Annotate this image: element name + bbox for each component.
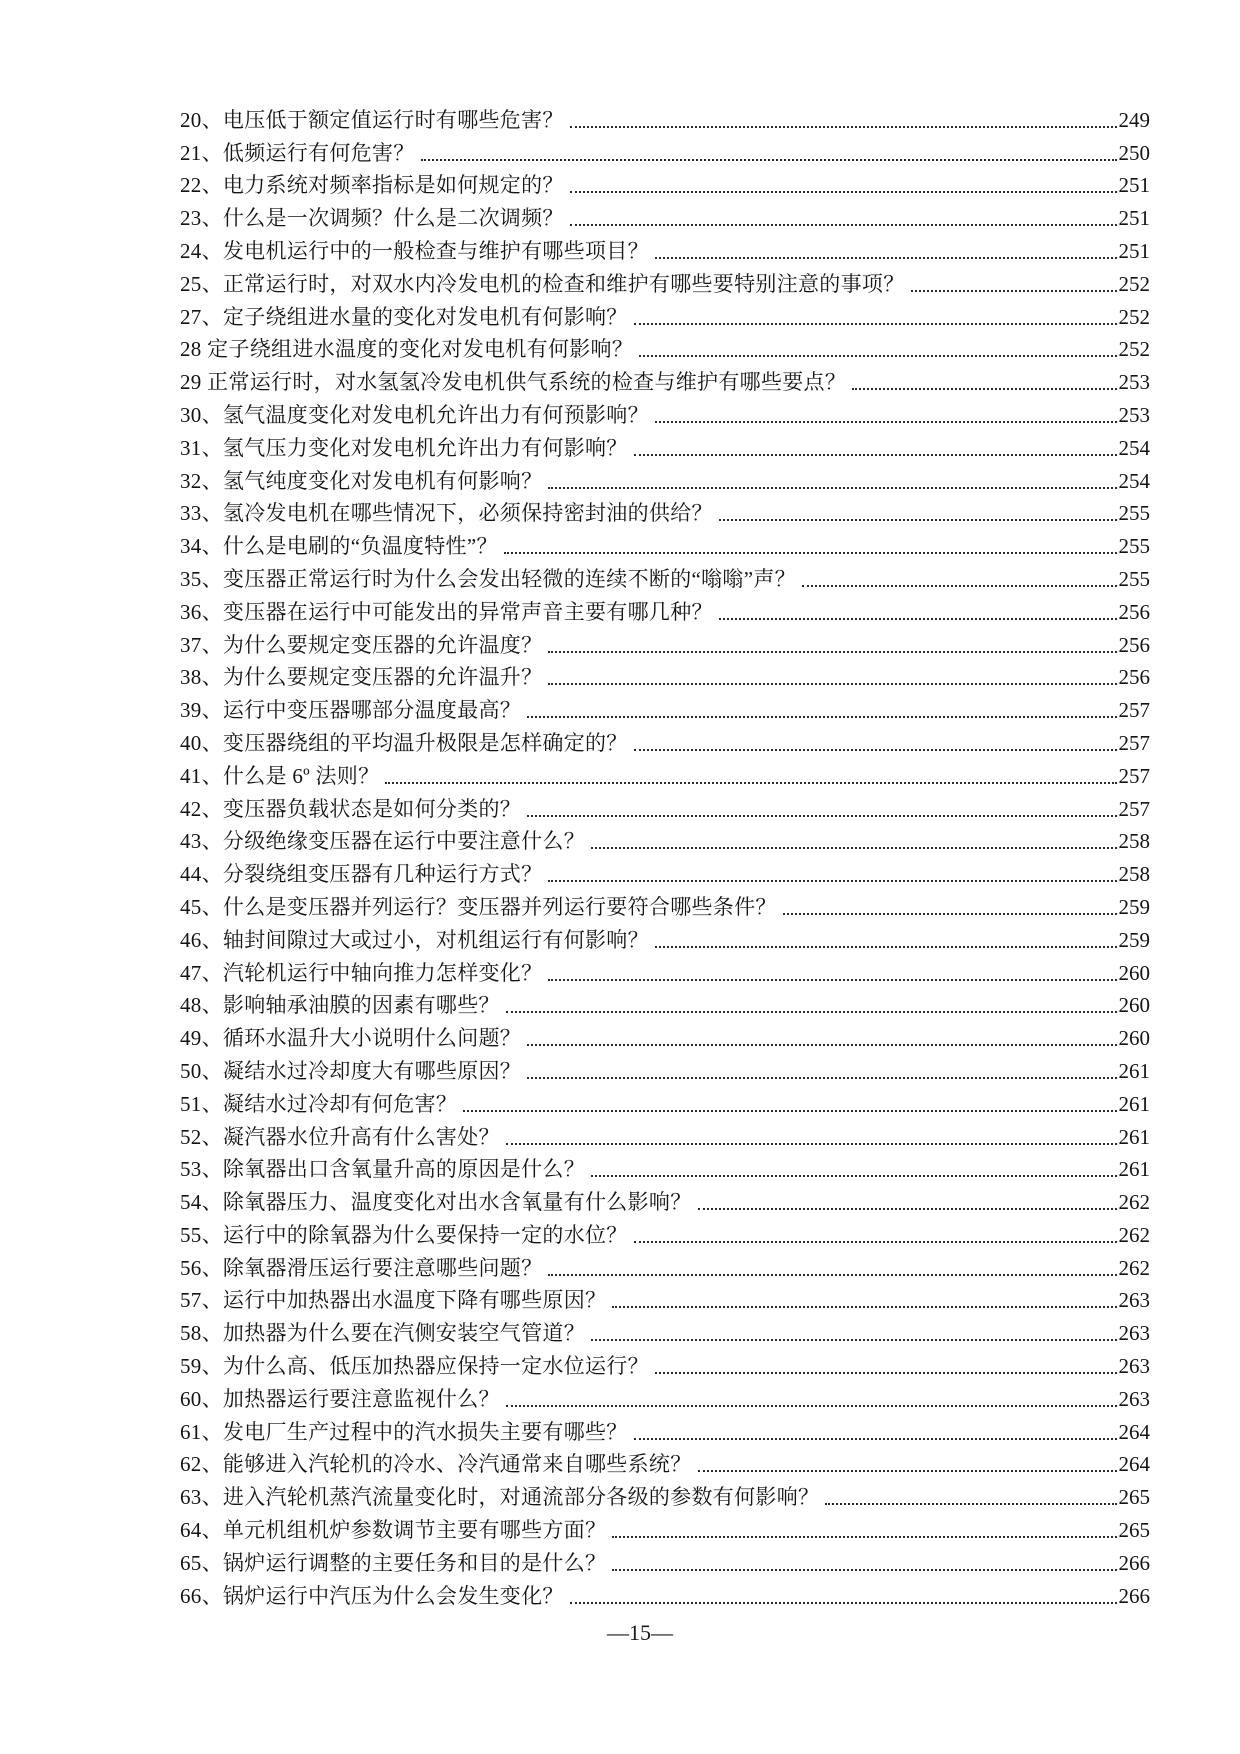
toc-entry	[180, 1479, 1150, 1512]
dot-leader	[548, 979, 1116, 981]
dot-leader	[783, 913, 1117, 915]
toc-entry-page-number: 258	[1118, 862, 1150, 887]
toc-entry-text: 49、循环水温升大小说明什么问题？	[180, 1026, 522, 1051]
toc-entry-text: 41、什么是 6º 法则？	[180, 763, 380, 788]
toc-entry-text: 45、什么是变压器并列运行？变压器并列运行要符合哪些条件？	[180, 894, 777, 919]
page-footer	[180, 1620, 1100, 1646]
toc-entry	[180, 889, 1150, 922]
toc-entry-text: 60、加热器运行要注意监视什么？	[180, 1386, 500, 1411]
dot-leader	[570, 1602, 1117, 1604]
dot-leader	[506, 1405, 1117, 1407]
dot-leader	[591, 847, 1117, 849]
toc-entry	[180, 1020, 1150, 1053]
dot-leader	[634, 749, 1117, 751]
toc-entry	[180, 791, 1150, 824]
toc-entry	[180, 1053, 1150, 1086]
toc-entry-text: 30、氢气温度变化对发电机允许出力有何预影响？	[180, 402, 649, 427]
dot-leader	[634, 1438, 1117, 1440]
toc-entry-page-number: 255	[1118, 566, 1150, 591]
toc-entry	[180, 528, 1150, 561]
toc-entry-page-number: 253	[1118, 370, 1150, 395]
toc-entry	[180, 955, 1150, 988]
toc-entry	[180, 594, 1150, 627]
toc-entry-page-number: 251	[1118, 173, 1150, 198]
toc-entry	[180, 660, 1150, 693]
dot-leader	[655, 946, 1117, 948]
toc-entry	[180, 988, 1150, 1021]
toc-entry-page-number: 251	[1118, 238, 1150, 263]
dot-leader	[612, 1569, 1116, 1571]
toc-list	[180, 102, 1150, 1611]
dot-leader	[634, 323, 1117, 325]
toc-entry	[180, 824, 1150, 857]
toc-entry-page-number: 262	[1118, 1255, 1150, 1280]
dot-leader	[825, 1503, 1116, 1505]
dot-leader	[639, 355, 1116, 357]
toc-entry	[180, 1545, 1150, 1578]
toc-entry-page-number: 261	[1118, 1058, 1150, 1083]
toc-entry-page-number: 250	[1118, 140, 1150, 165]
dot-leader	[548, 683, 1116, 685]
toc-entry	[180, 1184, 1150, 1217]
toc-entry-text: 56、除氧器滑压运行要注意哪些问题？	[180, 1255, 543, 1280]
toc-entry-text: 34、什么是电刷的“负温度特性”？	[180, 534, 498, 559]
toc-entry-text: 38、为什么要规定变压器的允许温升？	[180, 665, 543, 690]
toc-entry-text: 29 正常运行时，对水氢氢冷发电机供气系统的检查与维护有哪些要点？	[180, 370, 847, 395]
toc-entry-text: 40、变压器绕组的平均温升极限是怎样确定的？	[180, 730, 628, 755]
toc-entry	[180, 1086, 1150, 1119]
toc-entry-text: 27、定子绕组进水量的变化对发电机有何影响？	[180, 304, 628, 329]
toc-entry	[180, 1512, 1150, 1545]
toc-entry	[180, 1283, 1150, 1316]
toc-entry-page-number: 253	[1118, 402, 1150, 427]
dot-leader	[570, 191, 1117, 193]
dot-leader	[719, 618, 1117, 620]
toc-entry-text: 23、什么是一次调频？什么是二次调频？	[180, 206, 564, 231]
toc-entry-text: 33、氢冷发电机在哪些情况下，必须保持密封油的供给？	[180, 501, 713, 526]
toc-entry-page-number: 254	[1118, 468, 1150, 493]
toc-entry-text: 52、凝汽器水位升高有什么害处？	[180, 1124, 500, 1149]
toc-entry-text: 44、分裂绕组变压器有几种运行方式？	[180, 862, 543, 887]
toc-entry	[180, 922, 1150, 955]
toc-entry-page-number: 263	[1118, 1288, 1150, 1313]
toc-entry	[180, 1315, 1150, 1348]
toc-entry-text: 37、为什么要规定变压器的允许温度？	[180, 632, 543, 657]
toc-entry	[180, 856, 1150, 889]
dot-leader	[634, 454, 1117, 456]
toc-entry-page-number: 259	[1118, 927, 1150, 952]
toc-entry-page-number: 260	[1118, 993, 1150, 1018]
toc-entry-page-number: 255	[1118, 501, 1150, 526]
toc-entry-page-number: 261	[1118, 1157, 1150, 1182]
toc-entry-page-number: 252	[1118, 271, 1150, 296]
toc-entry	[180, 692, 1150, 725]
toc-entry	[180, 1250, 1150, 1283]
toc-entry-text: 53、除氧器出口含氧量升高的原因是什么？	[180, 1157, 585, 1182]
toc-entry-text: 22、电力系统对频率指标是如何规定的？	[180, 173, 564, 198]
dot-leader	[385, 782, 1116, 784]
dot-leader	[421, 159, 1117, 161]
toc-entry-page-number: 264	[1118, 1452, 1150, 1477]
toc-entry-page-number: 258	[1118, 829, 1150, 854]
toc-entry-text: 32、氢气纯度变化对发电机有何影响？	[180, 468, 543, 493]
toc-entry-text: 31、氢气压力变化对发电机允许出力有何影响？	[180, 435, 628, 460]
toc-entry-text: 28 定子绕组进水温度的变化对发电机有何影响？	[180, 337, 634, 362]
toc-entry-text: 48、影响轴承油膜的因素有哪些？	[180, 993, 500, 1018]
toc-entry	[180, 1578, 1150, 1611]
toc-entry	[180, 332, 1150, 365]
dot-leader	[548, 487, 1116, 489]
dot-leader	[506, 1011, 1117, 1013]
dot-leader	[591, 1175, 1117, 1177]
dot-leader	[911, 290, 1117, 292]
toc-entry	[180, 168, 1150, 201]
toc-entry	[180, 561, 1150, 594]
toc-entry	[180, 200, 1150, 233]
dot-leader	[527, 716, 1116, 718]
dot-leader	[655, 257, 1117, 259]
dot-leader	[463, 1110, 1116, 1112]
toc-entry-text: 36、变压器在运行中可能发出的异常声音主要有哪几种？	[180, 599, 713, 624]
dot-leader	[527, 815, 1116, 817]
toc-entry	[180, 496, 1150, 529]
toc-entry-page-number: 263	[1118, 1321, 1150, 1346]
dot-leader	[527, 1044, 1116, 1046]
toc-entry-text: 50、凝结水过冷却度大有哪些原因？	[180, 1058, 522, 1083]
dot-leader	[634, 1241, 1117, 1243]
dot-leader	[655, 1372, 1117, 1374]
dot-leader	[612, 1306, 1116, 1308]
toc-entry-page-number: 260	[1118, 1026, 1150, 1051]
toc-entry-page-number: 266	[1118, 1550, 1150, 1575]
dot-leader	[655, 421, 1117, 423]
toc-entry	[180, 1447, 1150, 1480]
toc-entry-text: 43、分级绝缘变压器在运行中要注意什么？	[180, 829, 585, 854]
toc-entry-text: 21、低频运行有何危害？	[180, 140, 415, 165]
toc-entry	[180, 725, 1150, 758]
toc-entry-text: 64、单元机组机炉参数调节主要有哪些方面？	[180, 1518, 607, 1543]
toc-entry-text: 54、除氧器压力、温度变化对出水含氧量有什么影响？	[180, 1190, 692, 1215]
dot-leader	[506, 1143, 1117, 1145]
toc-entry-page-number: 249	[1118, 107, 1150, 132]
toc-entry-text: 35、变压器正常运行时为什么会发出轻微的连续不断的“嗡嗡”声？	[180, 566, 796, 591]
toc-entry	[180, 430, 1150, 463]
toc-entry-text: 62、能够进入汽轮机的冷水、冷汽通常来自哪些系统？	[180, 1452, 692, 1477]
toc-entry	[180, 463, 1150, 496]
dot-leader	[698, 1208, 1117, 1210]
dot-leader	[504, 552, 1117, 554]
dot-leader	[698, 1470, 1117, 1472]
toc-entry-text: 24、发电机运行中的一般检查与维护有哪些项目？	[180, 238, 649, 263]
toc-entry-text: 25、正常运行时，对双水内冷发电机的检查和维护有哪些要特别注意的事项？	[180, 271, 905, 296]
toc-entry-page-number: 252	[1118, 304, 1150, 329]
toc-entry-text: 65、锅炉运行调整的主要任务和目的是什么？	[180, 1550, 607, 1575]
toc-entry-page-number: 263	[1118, 1386, 1150, 1411]
toc-entry	[180, 397, 1150, 430]
toc-entry-text: 39、运行中变压器哪部分温度最高？	[180, 698, 522, 723]
toc-entry-text: 51、凝结水过冷却有何危害？	[180, 1091, 458, 1116]
toc-entry-page-number: 256	[1118, 632, 1150, 657]
toc-entry-text: 66、锅炉运行中汽压为什么会发生变化？	[180, 1583, 564, 1608]
toc-entry	[180, 1381, 1150, 1414]
dot-leader	[802, 585, 1117, 587]
dot-leader	[548, 651, 1116, 653]
toc-entry	[180, 299, 1150, 332]
toc-entry	[180, 1119, 1150, 1152]
dot-leader	[719, 519, 1117, 521]
toc-entry	[180, 1348, 1150, 1381]
toc-entry-page-number: 261	[1118, 1124, 1150, 1149]
toc-entry-page-number: 257	[1118, 730, 1150, 755]
toc-entry-page-number: 257	[1118, 763, 1150, 788]
page-number: —15—	[607, 1620, 673, 1645]
toc-entry-page-number: 259	[1118, 894, 1150, 919]
toc-entry-page-number: 256	[1118, 599, 1150, 624]
toc-entry-text: 58、加热器为什么要在汽侧安装空气管道？	[180, 1321, 585, 1346]
toc-entry	[180, 102, 1150, 135]
dot-leader	[570, 224, 1117, 226]
toc-entry-page-number: 263	[1118, 1354, 1150, 1379]
toc-entry	[180, 266, 1150, 299]
toc-entry-page-number: 265	[1118, 1485, 1150, 1510]
toc-entry-page-number: 257	[1118, 698, 1150, 723]
toc-entry-page-number: 262	[1118, 1222, 1150, 1247]
toc-entry-text: 57、运行中加热器出水温度下降有哪些原因？	[180, 1288, 607, 1313]
toc-entry-text: 20、电压低于额定值运行时有哪些危害？	[180, 107, 564, 132]
toc-entry-page-number: 265	[1118, 1518, 1150, 1543]
toc-entry-text: 42、变压器负载状态是如何分类的？	[180, 796, 522, 821]
toc-entry	[180, 364, 1150, 397]
dot-leader	[548, 1274, 1116, 1276]
toc-entry-page-number: 260	[1118, 960, 1150, 985]
toc-entry-page-number: 262	[1118, 1190, 1150, 1215]
toc-entry-text: 47、汽轮机运行中轴向推力怎样变化？	[180, 960, 543, 985]
dot-leader	[612, 1536, 1116, 1538]
toc-entry-page-number: 264	[1118, 1419, 1150, 1444]
toc-entry	[180, 758, 1150, 791]
toc-entry-text: 59、为什么高、低压加热器应保持一定水位运行？	[180, 1354, 649, 1379]
dot-leader	[852, 388, 1116, 390]
toc-entry-text: 55、运行中的除氧器为什么要保持一定的水位？	[180, 1222, 628, 1247]
toc-entry-page-number: 261	[1118, 1091, 1150, 1116]
toc-entry-page-number: 251	[1118, 206, 1150, 231]
toc-entry-text: 63、进入汽轮机蒸汽流量变化时，对通流部分各级的参数有何影响？	[180, 1485, 820, 1510]
dot-leader	[570, 126, 1117, 128]
toc-entry-page-number: 256	[1118, 665, 1150, 690]
toc-entry-text: 46、轴封间隙过大或过小，对机组运行有何影响？	[180, 927, 649, 952]
dot-leader	[527, 1077, 1116, 1079]
toc-entry-page-number: 257	[1118, 796, 1150, 821]
dot-leader	[548, 880, 1116, 882]
toc-entry-page-number: 252	[1118, 337, 1150, 362]
toc-entry	[180, 1152, 1150, 1185]
toc-entry-page-number: 254	[1118, 435, 1150, 460]
toc-entry	[180, 233, 1150, 266]
toc-entry	[180, 1217, 1150, 1250]
toc-entry-page-number: 255	[1118, 534, 1150, 559]
toc-entry-text: 61、发电厂生产过程中的汽水损失主要有哪些？	[180, 1419, 628, 1444]
toc-entry	[180, 135, 1150, 168]
toc-entry	[180, 627, 1150, 660]
dot-leader	[591, 1339, 1117, 1341]
toc-entry	[180, 1414, 1150, 1447]
toc-entry-page-number: 266	[1118, 1583, 1150, 1608]
